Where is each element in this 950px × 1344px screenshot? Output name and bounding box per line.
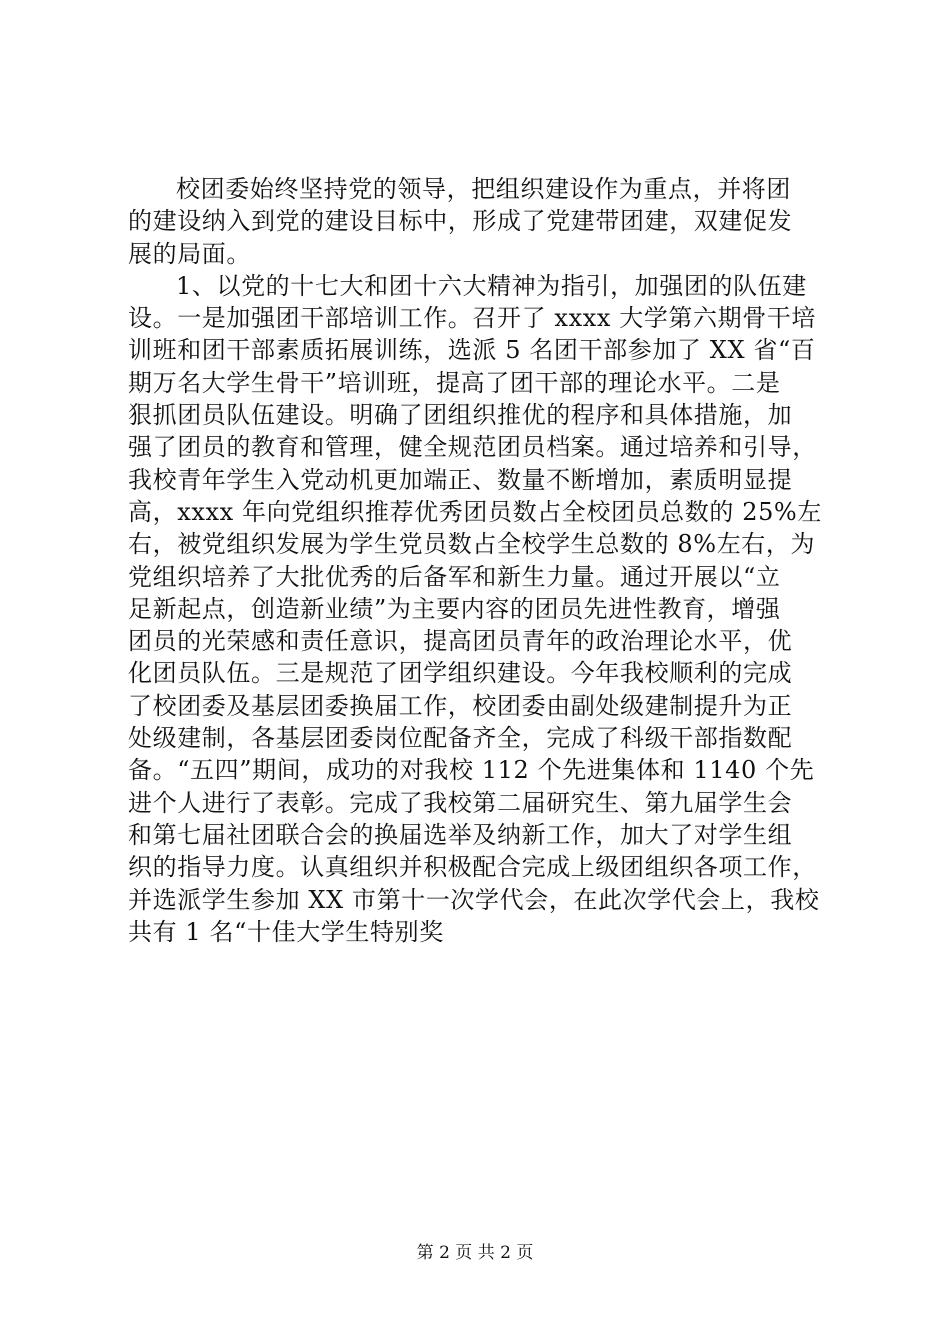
text-line: 右，被党组织发展为学生党员数占全校学生总数的 8%左右，为 bbox=[128, 530, 816, 559]
paragraph-1 bbox=[128, 173, 848, 270]
text-line: 高，xxxx 年向党组织推荐优秀团员数占全校团员总数的 25%左 bbox=[128, 497, 822, 526]
text-line: 并选派学生参加 XX 市第十一次学代会，在此次学代会上，我校 bbox=[128, 885, 820, 914]
text-line: 1、以党的十七大和团十六大精神为指引，加强团的队伍建 bbox=[176, 271, 807, 300]
document-body bbox=[128, 173, 848, 980]
text-line: 展的局面。 bbox=[128, 239, 251, 268]
text-line: 备。“五四”期间，成功的对我校 112 个先进集体和 1140 个先 bbox=[128, 756, 815, 785]
text-line: 和第七届社团联合会的换届选举及纳新工作，加大了对学生组 bbox=[128, 820, 793, 849]
text-line: 我校青年学生入党动机更加端正、数量不断增加，素质明显提 bbox=[128, 465, 793, 494]
text-line: 设。一是加强团干部培训工作。召开了 xxxx 大学第六期骨干培 bbox=[128, 304, 816, 333]
text-line: 校团委始终坚持党的领导，把组织建设作为重点，并将团 bbox=[176, 175, 791, 203]
page-number-footer: 第 2 页 共 2 页 bbox=[416, 1243, 534, 1263]
text-line: 团员的光荣感和责任意识，提高团员青年的政治理论水平，优 bbox=[128, 627, 793, 656]
text-line: 了校团委及基层团委换届工作，校团委由副处级建制提升为正 bbox=[128, 691, 793, 720]
text-line: 训班和团干部素质拓展训练，选派 5 名团干部参加了 XX 省“百 bbox=[128, 336, 816, 365]
text-line: 足新起点，创造新业绩”为主要内容的团员先进性教育，增强 bbox=[128, 594, 781, 623]
paragraph-2 bbox=[128, 270, 848, 981]
text-line: 织的指导力度。认真组织并积极配合完成上级团组织各项工作， bbox=[128, 853, 817, 882]
text-line: 狠抓团员队伍建设。明确了团组织推优的程序和具体措施，加 bbox=[128, 401, 793, 430]
text-line: 化团员队伍。三是规范了团学组织建设。今年我校顺利的完成 bbox=[128, 659, 793, 688]
text-line: 处级建制，各基层团委岗位配备齐全，完成了科级干部指数配 bbox=[128, 724, 793, 753]
text-line bbox=[128, 948, 848, 980]
text-line: 共有 1 名“十佳大学生特别奖 bbox=[128, 917, 444, 946]
text-line: 进个人进行了表彰。完成了我校第二届研究生、第九届学生会 bbox=[128, 788, 793, 817]
text-line: 的建设纳入到党的建设目标中，形成了党建带团建，双建促发 bbox=[128, 207, 793, 236]
text-line: 强了团员的教育和管理，健全规范团员档案。通过培养和引导， bbox=[128, 433, 817, 462]
text-line: 党组织培养了大批优秀的后备军和新生力量。通过开展以“立 bbox=[128, 562, 781, 591]
text-line: 期万名大学生骨干”培训班，提高了团干部的理论水平。二是 bbox=[128, 368, 781, 397]
